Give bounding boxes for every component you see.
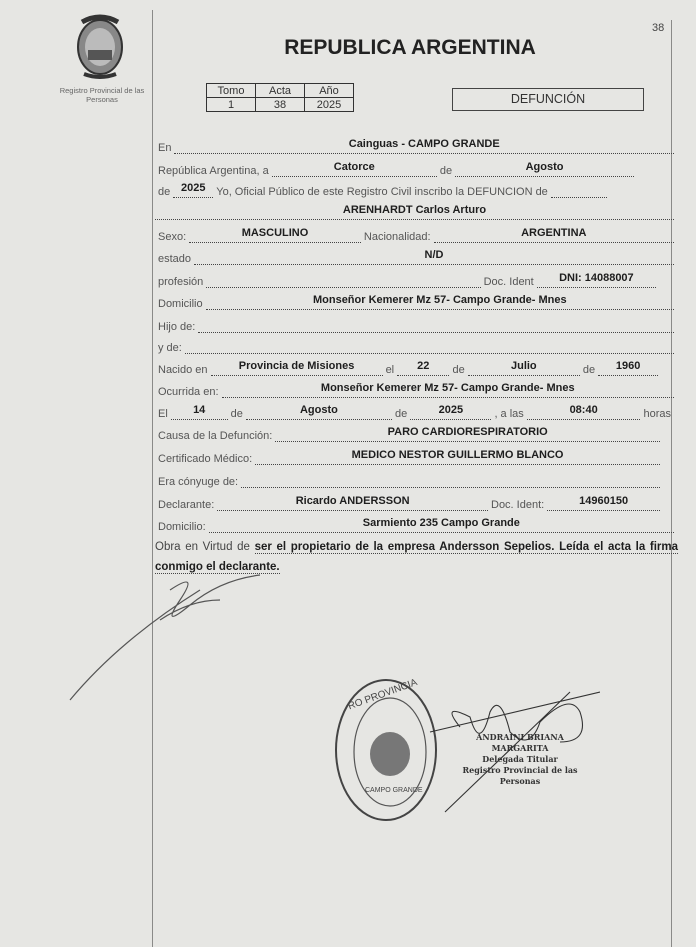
field-ocurrida: Monseñor Kemerer Mz 57- Campo Grande- Mnes	[222, 382, 674, 398]
label: profesión	[158, 276, 204, 288]
label: de	[230, 408, 243, 420]
field-nombre: ARENHARDT Carlos Arturo	[155, 204, 674, 220]
row-hijo	[155, 315, 674, 333]
row-sexo	[155, 225, 674, 243]
row-causa	[155, 424, 674, 442]
label: Yo, Oficial Público de este Registro Civil inscribo la DEFUNCION de	[216, 186, 548, 198]
field-domicilio-declarante: Sarmiento 235 Campo Grande	[209, 517, 674, 533]
label: horas	[643, 408, 671, 420]
label: estado	[158, 253, 192, 265]
declarant-signature	[60, 560, 300, 720]
signer-name: ANDRAINI BRIANA MARGARITA	[476, 732, 564, 753]
row-lugar	[155, 136, 674, 154]
label: Doc. Ident	[483, 276, 534, 288]
field-conyuge	[241, 472, 660, 488]
row-certificado	[155, 447, 674, 465]
label: Hijo de:	[158, 321, 196, 333]
field-certificado: MEDICO NESTOR GUILLERMO BLANCO	[255, 449, 660, 465]
row-conyuge	[155, 470, 674, 488]
label: Certificado Médico:	[158, 453, 253, 465]
table-cell: 2025	[305, 98, 354, 112]
field-dia: Catorce	[272, 161, 437, 177]
field-y-de	[185, 338, 674, 354]
label: , a las	[494, 408, 524, 420]
label: Domicilio	[158, 298, 203, 310]
row-domicilio	[155, 292, 674, 310]
field-lugar: Cainguas - CAMPO GRANDE	[174, 138, 674, 154]
field-declarante: Ricardo ANDERSSON	[217, 495, 488, 511]
field-def-anio: 2025	[410, 404, 491, 420]
field-doc: DNI: 14088007	[537, 272, 656, 288]
field-estado: N/D	[194, 249, 674, 265]
signature-block	[450, 732, 590, 787]
page-number: 38	[652, 22, 665, 34]
page-title: REPUBLICA ARGENTINA	[284, 36, 536, 59]
label: Era cónyuge de:	[158, 476, 239, 488]
svg-text:CAMPO GRANDE: CAMPO GRANDE	[365, 787, 423, 794]
label: y de:	[158, 342, 182, 354]
table-header: Tomo	[207, 84, 256, 98]
label: de	[439, 165, 453, 177]
act-type-box: DEFUNCIÓN	[452, 88, 644, 111]
label: Causa de la Defunción:	[158, 430, 273, 442]
label: Nacido en	[158, 364, 208, 376]
tomo-acta-anio-table	[206, 83, 354, 112]
label: de	[158, 186, 171, 198]
row-nacido	[155, 358, 674, 376]
field-nacido-en: Provincia de Misiones	[211, 360, 383, 376]
row-fecha-defuncion	[155, 402, 674, 420]
label: República Argentina, a	[158, 165, 269, 177]
signer-role: Delegada Titular	[482, 754, 558, 764]
row-profesion	[155, 270, 674, 288]
field-domicilio: Monseñor Kemerer Mz 57- Campo Grande- Mnes	[206, 294, 674, 310]
table-header: Acta	[256, 84, 305, 98]
label: de	[452, 364, 465, 376]
label: El	[158, 408, 168, 420]
table-cell: 38	[256, 98, 305, 112]
label: Declarante:	[158, 499, 215, 511]
row-ocurrida	[155, 380, 674, 398]
row-declarante	[155, 493, 674, 511]
label: Doc. Ident:	[491, 499, 545, 511]
field-causa: PARO CARDIORESPIRATORIO	[275, 426, 660, 442]
field-blank	[551, 182, 607, 198]
row-estado	[155, 247, 674, 265]
label: Obra en Virtud de	[155, 541, 250, 553]
field-nac-mes: Julio	[468, 360, 580, 376]
row-y-de	[155, 336, 674, 354]
field-profesion	[206, 272, 480, 288]
label: el	[385, 364, 395, 376]
field-mes: Agosto	[455, 161, 634, 177]
province-coat-of-arms-logo	[70, 14, 130, 80]
label: Domicilio:	[158, 521, 206, 533]
label: Sexo:	[158, 231, 187, 243]
label: Ocurrida en:	[158, 386, 219, 398]
label: de	[395, 408, 408, 420]
field-obra: ser el propietario de la empresa Andersson Sepelios. Leída el acta la firma conmigo el declarante.	[155, 541, 678, 573]
label: En	[158, 142, 172, 154]
row-inscribo	[155, 180, 674, 198]
label: Nacionalidad:	[363, 231, 431, 243]
table-header: Año	[305, 84, 354, 98]
field-nacionalidad: ARGENTINA	[434, 227, 674, 243]
registry-name: Registro Provincial de las Personas	[59, 86, 145, 104]
row-fecha-inscripcion	[155, 159, 674, 177]
field-def-mes: Agosto	[246, 404, 392, 420]
field-hijo	[198, 317, 674, 333]
row-nombre	[155, 202, 674, 220]
left-margin-line	[152, 10, 153, 947]
row-domicilio-declarante	[155, 515, 674, 533]
field-sexo: MASCULINO	[189, 227, 361, 243]
field-doc-declarante: 14960150	[547, 495, 660, 511]
field-def-dia: 14	[171, 404, 228, 420]
table-cell: 1	[207, 98, 256, 112]
field-anio: 2025	[173, 182, 213, 198]
label: de	[582, 364, 596, 376]
field-hora: 08:40	[527, 404, 641, 420]
svg-text:RO PROVINCIA: RO PROVINCIA	[346, 677, 419, 713]
field-nac-anio: 1960	[598, 360, 658, 376]
field-nac-dia: 22	[397, 360, 449, 376]
signer-org: Registro Provincial de las Personas	[462, 765, 578, 786]
